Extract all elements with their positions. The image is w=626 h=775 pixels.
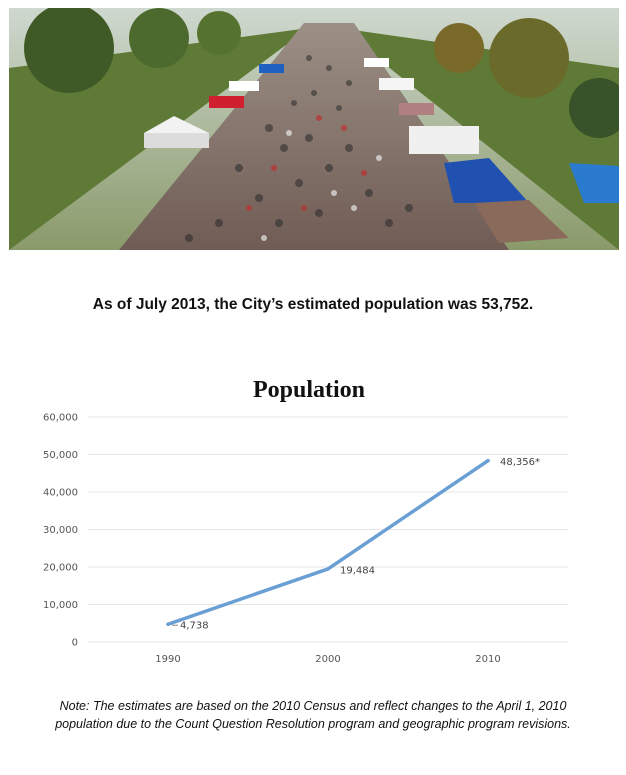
footnote [20, 697, 606, 733]
data-label: 19,484 [340, 565, 375, 577]
x-axis-ticks [155, 654, 500, 665]
x-tick-label: 2010 [475, 654, 501, 665]
y-tick-label: 0 [71, 637, 78, 649]
x-tick-label: 1990 [155, 654, 181, 665]
population-chart [0, 370, 626, 680]
data-point [326, 567, 330, 571]
chart-series [166, 459, 490, 626]
y-tick-label: 40,000 [43, 487, 78, 499]
chart-gridlines [88, 417, 568, 642]
y-tick-label: 10,000 [43, 600, 78, 611]
population-headline: As of July 2013, the City’s estimated population was 53,752. [92, 296, 534, 313]
festival-photo-illustration [9, 8, 619, 250]
data-label: 4,738 [180, 620, 209, 632]
data-point [486, 459, 490, 463]
festival-street-photo [9, 8, 619, 250]
footnote-line-2: population due to the Count Question Resolution program and geographic program revisions. [55, 717, 571, 731]
data-point [166, 622, 170, 626]
chart-title: Population [252, 377, 366, 403]
y-tick-label: 60,000 [43, 412, 78, 424]
footnote-line-1: Note: The estimates are based on the 2010 Census and reflect changes to the April 1, 2010 [59, 699, 567, 713]
y-tick-label: 50,000 [43, 450, 78, 461]
y-axis-ticks [43, 413, 78, 649]
x-tick-label: 2000 [315, 654, 341, 665]
y-tick-label: 30,000 [43, 525, 78, 536]
series-line [168, 461, 488, 625]
line-chart-svg [0, 370, 626, 680]
data-label: 48,356* [500, 457, 540, 469]
y-tick-label: 20,000 [43, 562, 78, 574]
